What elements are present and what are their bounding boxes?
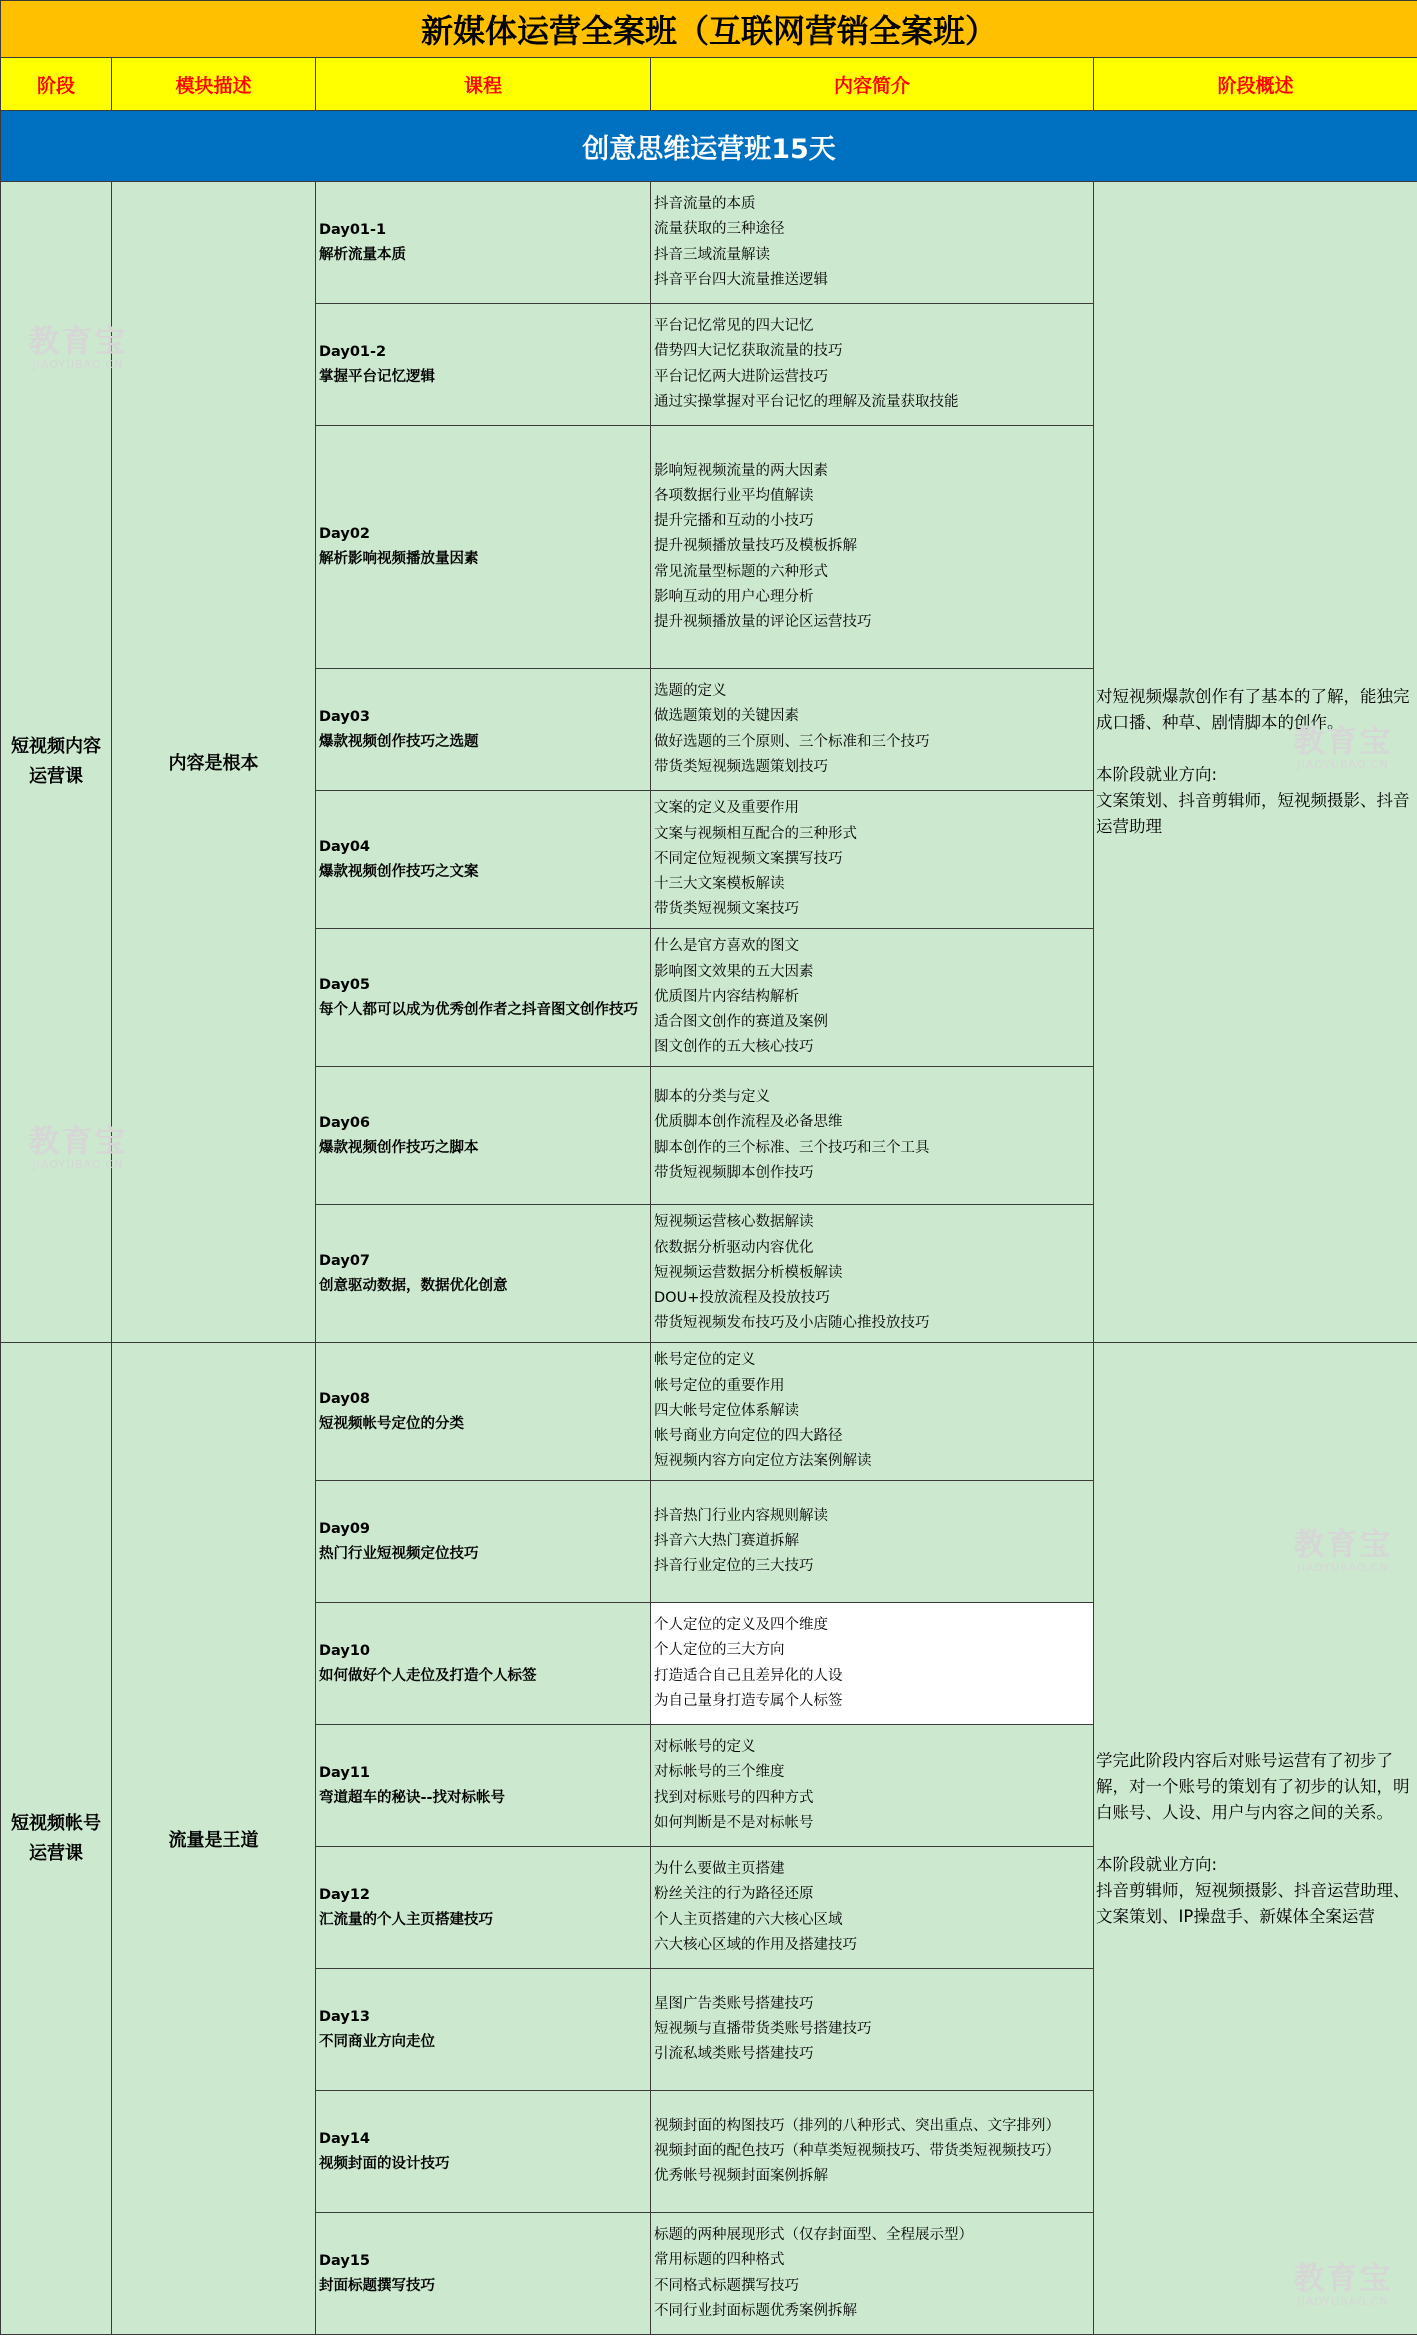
content-item: 六大核心区域的作用及搭建技巧: [654, 1936, 857, 1953]
content-item: 视频封面的配色技巧（种草类短视频技巧、带货类短视频技巧）: [654, 2142, 1060, 2159]
content-item: 短视频内容方向定位方法案例解读: [654, 1453, 872, 1470]
content-item: 脚本的分类与定义: [654, 1089, 770, 1106]
content-cell: [651, 1725, 1094, 1847]
content-item: 各项数据行业平均值解读: [654, 487, 814, 504]
summary-line: 本阶段就业方向:: [1096, 1854, 1218, 1874]
watermark-domain: JIAOYUBAO.CN: [32, 358, 124, 371]
content-item: 帐号定位的定义: [654, 1352, 756, 1369]
content-item: 文案的定义及重要作用: [654, 800, 799, 817]
content-item: 优秀帐号视频封面案例拆解: [654, 2168, 828, 2185]
course-title: 视频封面的设计技巧: [319, 2155, 450, 2172]
content-item: 帐号商业方向定位的四大路径: [654, 1428, 843, 1445]
content-item: 带货类短视频选题策划技巧: [654, 758, 828, 775]
content-item: 短视频与直播带货类账号搭建技巧: [654, 2020, 872, 2037]
content-item: 脚本创作的三个标准、三个技巧和三个工具: [654, 1139, 930, 1156]
content-item: 选题的定义: [654, 683, 727, 700]
course-cell: [316, 1847, 651, 1969]
stage-summary: [1094, 182, 1417, 1343]
watermark-text: 教育宝: [1293, 2261, 1393, 2297]
content-item: 对标帐号的定义: [654, 1739, 756, 1756]
content-item: 通过实操掌握对平台记忆的理解及流量获取技能: [654, 393, 959, 410]
content-item: 什么是官方喜欢的图文: [654, 938, 799, 955]
content-item: 如何判断是不是对标帐号: [654, 1814, 814, 1831]
content-item: 不同行业封面标题优秀案例拆解: [654, 2302, 857, 2319]
summary-gap: [1096, 1826, 1415, 1852]
content-item: 借势四大记忆获取流量的技巧: [654, 343, 843, 360]
header-stage: 阶段: [1, 58, 112, 111]
course-day: Day03: [319, 708, 371, 725]
content-item: 常用标题的四种格式: [654, 2252, 785, 2269]
content-item: 为什么要做主页搭建: [654, 1861, 785, 1878]
course-title: 短视频帐号定位的分类: [319, 1415, 464, 1432]
content-item: 带货类短视频文案技巧: [654, 901, 799, 918]
course-day: Day02: [319, 526, 371, 542]
course-cell: [316, 1603, 651, 1725]
content-cell: [651, 1343, 1094, 1481]
content-item: 帐号定位的重要作用: [654, 1377, 785, 1394]
content-item: 抖音六大热门赛道拆解: [654, 1532, 799, 1549]
course-row: [1, 182, 1417, 304]
content-item: 对标帐号的三个维度: [654, 1764, 785, 1781]
content-item: 短视频运营数据分析模板解读: [654, 1264, 843, 1281]
content-item: 优质图片内容结构解析: [654, 988, 799, 1005]
content-item: 带货短视频发布技巧及小店随心推投放技巧: [654, 1315, 930, 1332]
content-item: 平台记忆常见的四大记忆: [654, 318, 814, 335]
content-cell: [651, 791, 1094, 929]
summary-line: 学完此阶段内容后对账号运营有了初步了解，对一个账号的策划有了初步的认知，明白账号、人设、用户与内容之间的关系。: [1096, 1750, 1410, 1822]
content-cell: [651, 669, 1094, 791]
header-content: 内容简介: [651, 58, 1094, 111]
content-item: 抖音热门行业内容规则解读: [654, 1507, 828, 1524]
content-item: 短视频运营核心数据解读: [654, 1214, 814, 1231]
course-row: [1, 1343, 1417, 1481]
content-item: 带货短视频脚本创作技巧: [654, 1164, 814, 1181]
course-cell: [316, 1725, 651, 1847]
summary-gap: [1096, 736, 1415, 762]
course-cell: [316, 1343, 651, 1481]
course-day: Day15: [319, 2252, 371, 2269]
course-cell: [316, 2091, 651, 2213]
title-row: [1, 1, 1417, 58]
course-cell: [316, 182, 651, 304]
content-cell: [651, 1067, 1094, 1205]
course-cell: [316, 669, 651, 791]
course-day: Day10: [319, 1642, 371, 1659]
course-title: 创意驱动数据，数据优化创意: [319, 1277, 508, 1294]
content-item: 不同格式标题撰写技巧: [654, 2277, 799, 2294]
course-cell: [316, 1481, 651, 1603]
content-cell: [651, 1205, 1094, 1343]
content-item: 影响图文效果的五大因素: [654, 963, 814, 980]
content-item: 标题的两种展现形式（仅存封面型、全程展示型）: [654, 2227, 973, 2244]
module-description: 流量是王道: [112, 1343, 316, 2335]
course-title: 弯道超车的秘诀--找对标帐号: [319, 1789, 506, 1806]
course-cell: [316, 791, 651, 929]
course-day: Day04: [319, 838, 371, 855]
stage-name: 短视频帐号运营课: [1, 1343, 112, 2335]
course-title: 如何做好个人走位及打造个人标签: [319, 1667, 537, 1684]
course-title: 解析影响视频播放量因素: [319, 551, 479, 567]
course-cell: [316, 304, 651, 426]
course-day: Day05: [319, 976, 371, 993]
header-summary: 阶段概述: [1094, 58, 1417, 111]
watermark-domain: JIAOYUBAO.CN: [32, 1158, 124, 1171]
content-item: 抖音流量的本质: [654, 196, 756, 213]
content-item: 提升视频播放量的评论区运营技巧: [654, 614, 872, 630]
course-cell: [316, 426, 651, 669]
content-item: 找到对标账号的四种方式: [654, 1789, 814, 1806]
course-cell: [316, 929, 651, 1067]
watermark-text: 教育宝: [28, 1124, 128, 1160]
content-item: 做好选题的三个原则、三个标准和三个技巧: [654, 733, 930, 750]
content-item: 影响互动的用户心理分析: [654, 588, 814, 605]
content-cell: [651, 182, 1094, 304]
course-cell: [316, 1067, 651, 1205]
course-day: Day14: [319, 2130, 371, 2147]
section-row: [1, 111, 1417, 182]
course-cell: [316, 2213, 651, 2335]
course-title: 封面标题撰写技巧: [319, 2277, 435, 2294]
course-title: 汇流量的个人主页搭建技巧: [319, 1911, 493, 1928]
course-day: Day11: [319, 1764, 371, 1781]
content-item: 个人主页搭建的六大核心区域: [654, 1911, 843, 1928]
content-item: 提升视频播放量技巧及模板拆解: [654, 538, 857, 555]
course-cell: [316, 1969, 651, 2091]
content-item: 引流私域类账号搭建技巧: [654, 2046, 814, 2063]
header-module: 模块描述: [112, 58, 316, 111]
content-item: 四大帐号定位体系解读: [654, 1402, 799, 1419]
content-item: 平台记忆两大进阶运营技巧: [654, 368, 828, 385]
course-title: 不同商业方向走位: [319, 2033, 435, 2050]
course-title: 掌握平台记忆逻辑: [319, 368, 435, 385]
summary-line: 对短视频爆款创作有了基本的了解，能独完成口播、种草、剧情脚本的创作。: [1096, 687, 1410, 732]
content-item: 适合图文创作的赛道及案例: [654, 1014, 828, 1031]
content-item: 优质脚本创作流程及必备思维: [654, 1114, 843, 1131]
content-item: DOU+投放流程及投放技巧: [654, 1290, 830, 1307]
course-day: Day09: [319, 1520, 371, 1537]
watermark-text: 教育宝: [1293, 1527, 1393, 1563]
course-title: 每个人都可以成为优秀创作者之抖音图文创作技巧: [319, 1001, 638, 1018]
summary-line: 本阶段就业方向:: [1096, 765, 1218, 784]
content-item: 依数据分析驱动内容优化: [654, 1239, 814, 1256]
content-item: 粉丝关注的行为路径还原: [654, 1886, 814, 1903]
course-title: 爆款视频创作技巧之文案: [319, 863, 479, 880]
content-item: 个人定位的定义及四个维度: [654, 1617, 828, 1634]
content-item: 抖音三域流量解读: [654, 246, 770, 263]
content-item: 抖音平台四大流量推送逻辑: [654, 271, 828, 288]
content-item: 十三大文案模板解读: [654, 876, 785, 893]
content-item: 文案与视频相互配合的三种形式: [654, 825, 857, 842]
course-day: Day13: [319, 2008, 371, 2025]
content-item: 流量获取的三种途径: [654, 221, 785, 238]
summary-line: 文案策划、抖音剪辑师，短视频摄影、抖音运营助理: [1096, 791, 1410, 836]
watermark-domain: JIAOYUBAO.CN: [1297, 1561, 1389, 1574]
content-item: 不同定位短视频文案撰写技巧: [654, 850, 843, 867]
course-day: Day08: [319, 1390, 371, 1407]
course-day: Day01-1: [319, 221, 387, 238]
content-cell: [651, 2091, 1094, 2213]
summary-line: 抖音剪辑师，短视频摄影、抖音运营助理、文案策划、IP操盘手、新媒体全案运营: [1096, 1880, 1410, 1926]
content-cell: [651, 1603, 1094, 1725]
watermark-domain: JIAOYUBAO.CN: [1297, 758, 1389, 771]
content-item: 视频封面的构图技巧（排列的八种形式、突出重点、文字排列）: [654, 2117, 1060, 2134]
watermark-text: 教育宝: [28, 324, 128, 360]
content-item: 抖音行业定位的三大技巧: [654, 1558, 814, 1575]
content-cell: [651, 426, 1094, 669]
content-item: 个人定位的三大方向: [654, 1642, 785, 1659]
content-item: 常见流量型标题的六种形式: [654, 563, 828, 580]
content-item: 打造适合自己且差异化的人设: [654, 1667, 843, 1684]
course-title: 爆款视频创作技巧之选题: [319, 733, 479, 750]
content-cell: [651, 1481, 1094, 1603]
module-description: 内容是根本: [112, 182, 316, 1343]
content-item: 图文创作的五大核心技巧: [654, 1039, 814, 1056]
content-cell: [651, 2213, 1094, 2335]
course-cell: [316, 1205, 651, 1343]
course-title: 热门行业短视频定位技巧: [319, 1545, 479, 1562]
content-item: 提升完播和互动的小技巧: [654, 513, 814, 530]
content-item: 星图广告类账号搭建技巧: [654, 1995, 814, 2012]
stage-summary: [1094, 1343, 1417, 2335]
page-title: 新媒体运营全案班（互联网营销全案班）: [1, 1, 1417, 58]
content-cell: [651, 929, 1094, 1067]
content-cell: [651, 304, 1094, 426]
course-day: Day07: [319, 1252, 371, 1269]
content-cell: [651, 1847, 1094, 1969]
header-row: [1, 58, 1417, 111]
content-item: 做选题策划的关键因素: [654, 708, 799, 725]
watermark-text: 教育宝: [1293, 724, 1393, 760]
course-day: Day12: [319, 1886, 371, 1903]
course-day: Day01-2: [319, 343, 387, 360]
section-title: 创意思维运营班15天: [1, 111, 1417, 182]
watermark-domain: JIAOYUBAO.CN: [1297, 2295, 1389, 2308]
header-course: 课程: [316, 58, 651, 111]
content-item: 影响短视频流量的两大因素: [654, 462, 828, 479]
course-title: 爆款视频创作技巧之脚本: [319, 1139, 479, 1156]
course-title: 解析流量本质: [319, 246, 406, 263]
course-day: Day06: [319, 1114, 371, 1131]
content-cell: [651, 1969, 1094, 2091]
stage-name: 短视频内容运营课: [1, 182, 112, 1343]
content-item: 为自己量身打造专属个人标签: [654, 1692, 843, 1709]
